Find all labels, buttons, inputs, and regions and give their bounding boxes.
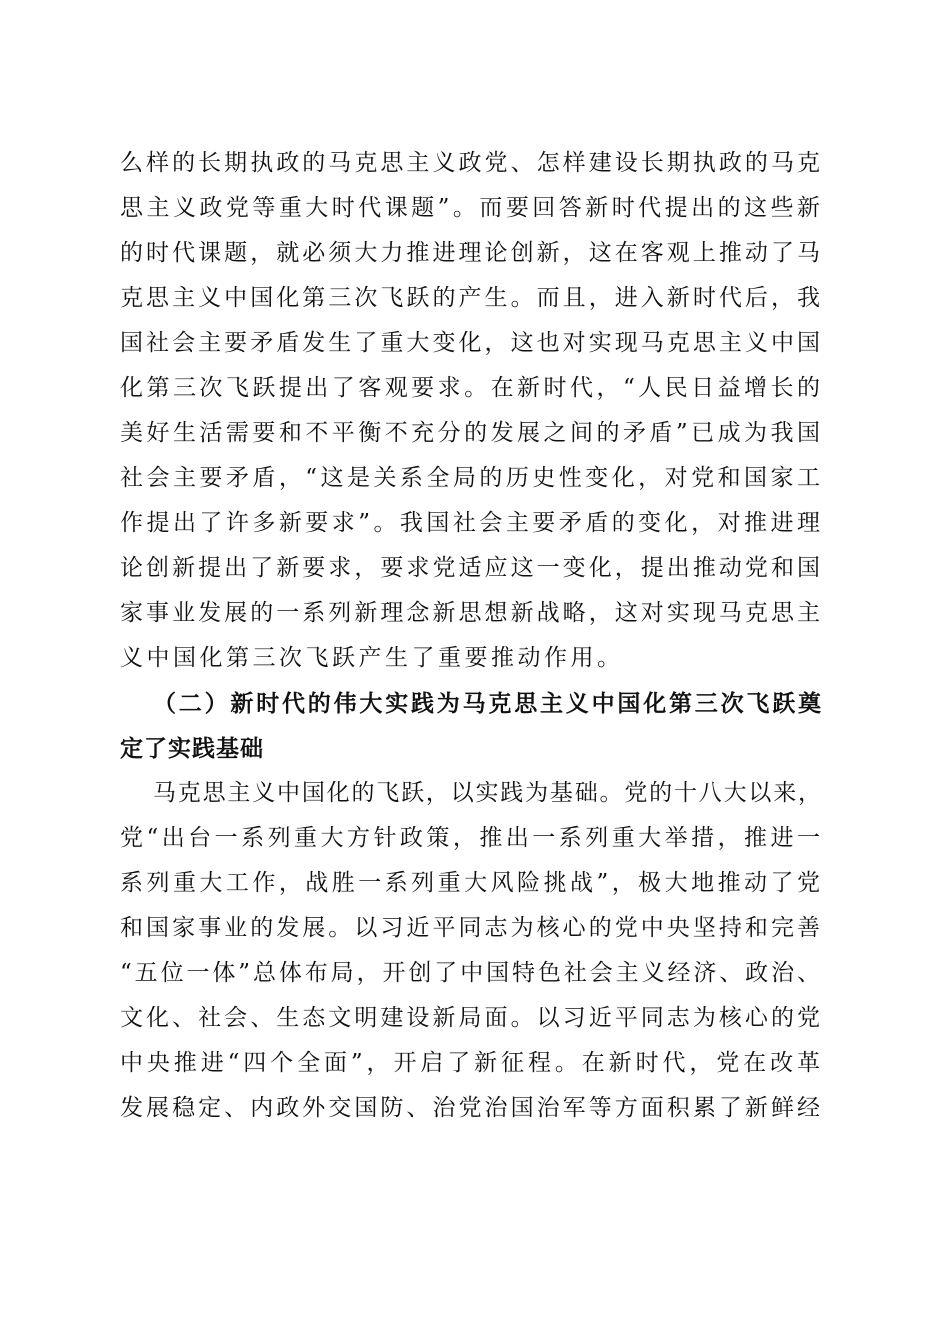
text-line: 家事业发展的一系列新理念新思想新战略，这对实现马克思主 (120, 600, 822, 626)
paragraph (120, 771, 822, 1131)
text-line: 美好生活需要和不平衡不充分的发展之间的矛盾”已成为我国 (120, 420, 822, 446)
text-line: 化第三次飞跃提出了客观要求。在新时代，“人民日益增长的 (120, 375, 822, 401)
text-line: “五位一体”总体布局，开创了中国特色社会主义经济、政治、 (120, 960, 822, 986)
heading-line: 定了实践基础 (120, 735, 264, 762)
text-line: 义中国化第三次飞跃产生了重要推动作用。 (120, 645, 624, 671)
text-line: 中央推进“四个全面”，开启了新征程。在新时代，党在改革 (120, 1050, 822, 1076)
text-line: 文化、社会、生态文明建设新局面。以习近平同志为核心的党 (120, 1005, 822, 1031)
text-line: 系列重大工作，战胜一系列重大风险挑战”，极大地推动了党 (120, 870, 822, 896)
section-heading (120, 681, 822, 771)
text-line: 发展稳定、内政外交国防、治党治国治军等方面积累了新鲜经 (120, 1095, 822, 1121)
text-line: 社会主要矛盾，“这是关系全局的历史性变化，对党和国家工 (120, 465, 822, 491)
text-line: 论创新提出了新要求，要求党适应这一变化，提出推动党和国 (120, 555, 822, 581)
text-line: 和国家事业的发展。以习近平同志为核心的党中央坚持和完善 (120, 915, 822, 941)
text-line: 思主义政党等重大时代课题”。而要回答新时代提出的这些新 (120, 195, 822, 221)
heading-line: （二）新时代的伟大实践为马克思主义中国化第三次飞跃奠 (153, 690, 822, 717)
text-line: 国社会主要矛盾发生了重大变化，这也对实现马克思主义中国 (120, 330, 822, 356)
document-body (120, 141, 822, 1131)
text-line: 马克思主义中国化的飞跃，以实践为基础。党的十八大以来， (153, 780, 822, 806)
paragraph-continued (120, 141, 822, 681)
text-line: 么样的长期执政的马克思主义政党、怎样建设长期执政的马克 (120, 150, 822, 176)
text-line: 的时代课题，就必须大力推进理论创新，这在客观上推动了马 (120, 240, 822, 266)
text-line: 克思主义中国化第三次飞跃的产生。而且，进入新时代后，我 (120, 285, 822, 311)
text-line: 作提出了许多新要求”。我国社会主要矛盾的变化，对推进理 (120, 510, 822, 536)
text-line: 党“出台一系列重大方针政策，推出一系列重大举措，推进一 (120, 825, 822, 851)
